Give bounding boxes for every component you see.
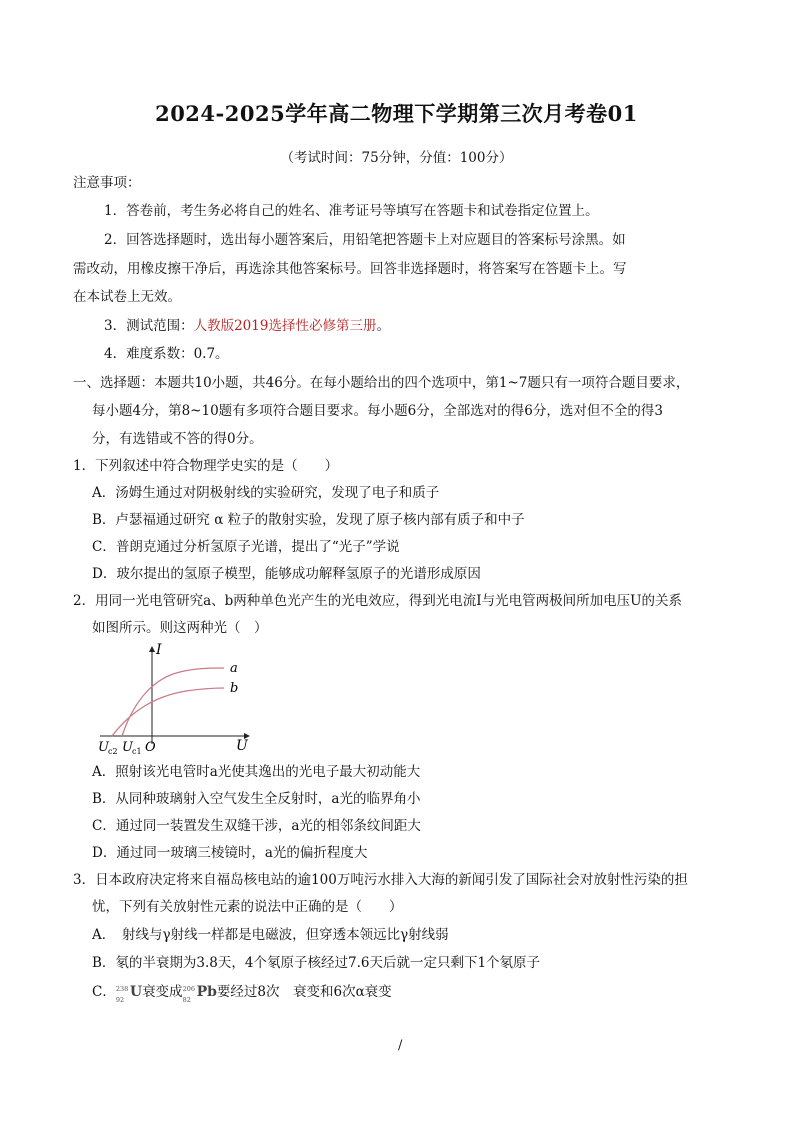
q2-option-b: B．从同种玻璃射入空气发生全反射时，a光的临界角小 [92,791,421,807]
notice-item-2-line-3: 在本试卷上无效。 [73,289,181,305]
q1-option-a: A．汤姆生通过对阴极射线的实验研究，发现了电子和质子 [92,485,440,501]
uc2-subscript: c2 [108,747,118,754]
curve-b-label: b [230,681,239,696]
y-axis-arrow [149,646,155,652]
uranium-atomic-number: 92 [115,996,125,1004]
lead-atomic-number: 82 [182,996,191,1004]
uranium-mass-number: 238 [115,985,129,993]
page-footer-mark: / [398,1038,403,1053]
notice-item-2-line-2: 需改动，用橡皮擦干净后，再选涂其他答案标号。回答非选择题时，将答案写在答题卡上。写 [73,261,627,277]
origin-label: O [145,740,156,754]
exam-title: 2024-2025学年高二物理下学期第三次月考卷01 [155,101,638,126]
q3-stem-line-2: 忧，下列有关放射性元素的说法中正确的是（ ） [92,899,403,915]
uc2-label: U [98,740,109,754]
uc1-label: U [122,740,133,754]
uranium-symbol: U [129,984,143,1000]
q1-option-c: C．普朗克通过分析氢原子光谱，提出了“光子”学说 [92,539,400,555]
uc1-subscript: c1 [132,747,142,754]
lead-mass-number: 206 [182,985,195,993]
section-1-line-2: 每小题4分，第8~10题有多项符合题目要求。每小题6分，全部选对的得6分，选对但不全的得3 [92,403,663,419]
q1-option-b: B．卢瑟福通过研究 α 粒子的散射实验，发现了原子核内部有质子和中子 [92,512,525,528]
q1-option-d: D．玻尔提出的氢原子模型，能够成功解释氢原子的光谱形成原因 [92,566,481,582]
q3-option-c-suffix: 要经过8次 衰变和6次α衰变 [216,984,392,1000]
notice-item-4: 4．难度系数：0.7。 [104,346,229,362]
q3-option-c-mid: 衰变成 [142,984,183,1000]
notice-item-3-prefix: 3．测试范围： [104,318,194,334]
q2-stem-line-2: 如图所示。则这两种光（ ） [92,620,268,636]
q2-stem-line-1: 2．用同一光电管研究a、b两种单色光产生的光电效应，得到光电流I与光电管两极间所加电压U的关系 [73,593,682,609]
curve-a-label: a [230,661,238,676]
exam-subtitle: （考试时间：75分钟，分值：100分） [280,150,513,166]
q2-option-a: A．照射该光电管时a光使其逸出的光电子最大初动能大 [92,764,421,780]
notice-item-2-line-1: 2．回答选择题时，选出每小题答案后，用铅笔把答题卡上对应题目的答案标号涂黑。如 [104,232,626,248]
q3-option-b: B．氡的半衰期为3.8天，4个氡原子核经过7.6天后就一定只剩下1个氡原子 [92,955,541,971]
q2-option-d: D．通过同一玻璃三棱镜时，a光的偏折程度大 [92,845,368,861]
lead-nuclide-indices [182,983,197,1004]
q1-stem: 1．下列叙述中符合物理学史实的是（ ） [73,458,339,474]
curve-b [112,688,224,736]
q3-option-a: A． 射线与γ射线一样都是电磁波，但穿透本领远比γ射线弱 [92,927,449,943]
q3-option-c [92,983,392,1004]
section-1-line-1: 一、选择题：本题共10小题，共46分。在每小题给出的四个选项中，第1~7题只有一项符合题目要求， [73,375,690,391]
x-axis-label: U [236,738,248,754]
notice-item-3 [104,317,390,335]
curve-a [122,668,224,736]
notice-heading: 注意事项： [73,175,141,191]
y-axis-label: I [156,642,162,658]
q3-option-c-prefix: C． [92,984,116,1000]
section-1-line-3: 分，有选错或不答的得0分。 [92,431,263,447]
test-scope: 人教版2019选择性必修第三册 [193,318,377,334]
photoelectric-iv-figure [96,640,256,754]
q2-option-c: C．通过同一装置发生双缝干涉，a光的相邻条纹间距大 [92,818,421,834]
lead-symbol: Pb [196,984,217,1000]
q3-stem-line-1: 3．日本政府决定将来自福岛核电站的逾100万吨污水排入大海的新闻引发了国际社会对放射性污染的担 [73,872,688,888]
uranium-nuclide-indices [115,983,130,1004]
notice-item-3-suffix: 。 [376,318,390,334]
notice-item-1: 1．答卷前，考生务必将自己的姓名、准考证号等填写在答题卡和试卷指定位置上。 [104,203,599,219]
